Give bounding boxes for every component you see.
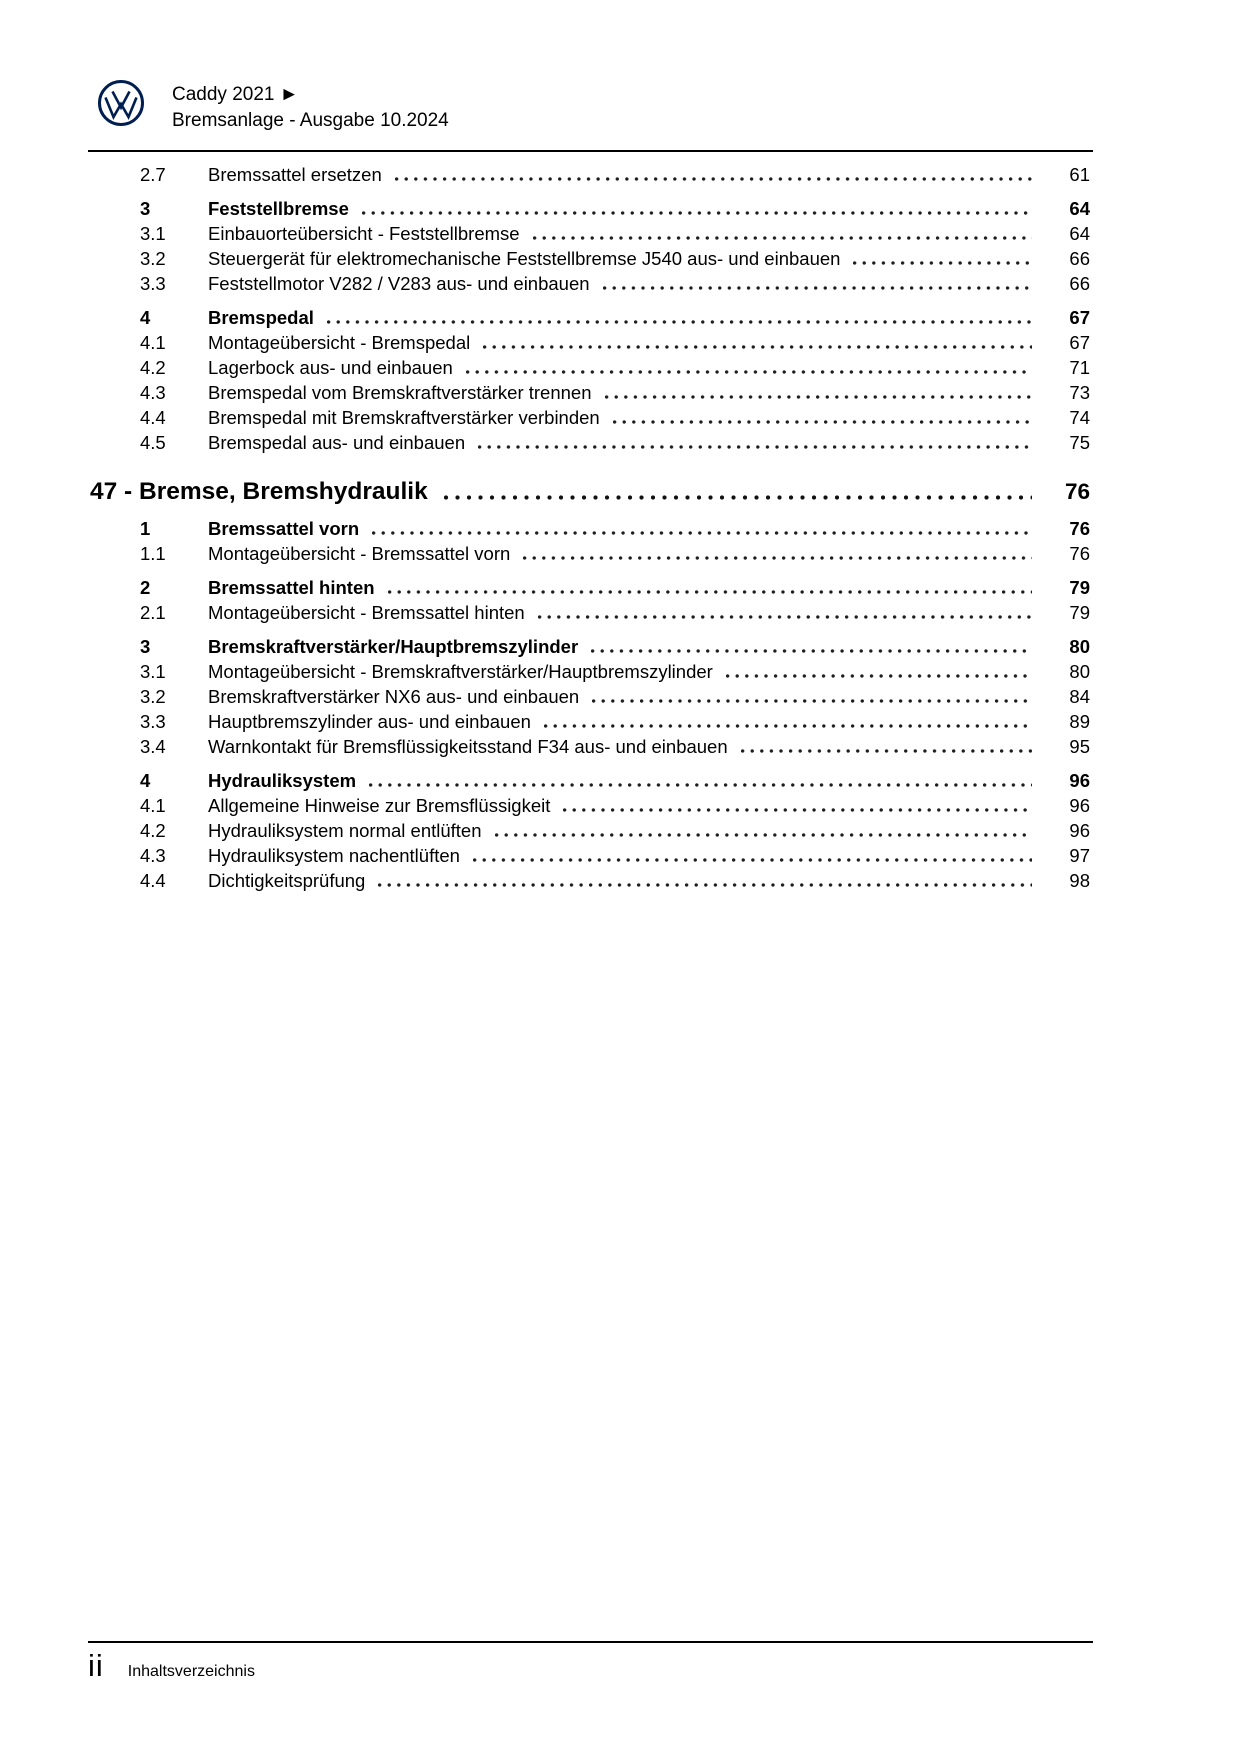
toc-entry xyxy=(140,818,1090,843)
toc-entry-number: 3.2 xyxy=(140,248,166,269)
toc-entry-title: Hydrauliksystem xyxy=(208,770,357,791)
toc-entry xyxy=(140,600,1090,625)
dot-leader xyxy=(369,782,1032,788)
toc-entry-page: 67 xyxy=(1069,307,1090,328)
toc-entry xyxy=(140,271,1090,296)
toc-entry-number: 3.1 xyxy=(140,223,166,244)
dot-leader xyxy=(538,614,1032,620)
toc-entry-number: 2 xyxy=(140,577,151,598)
toc-entry xyxy=(140,843,1090,868)
table-of-contents xyxy=(90,162,1090,893)
header-model-line: Caddy 2021 ► xyxy=(172,84,299,105)
dot-leader xyxy=(533,235,1032,241)
toc-entry xyxy=(140,541,1090,566)
toc-entry-page: 80 xyxy=(1069,661,1090,682)
dot-leader xyxy=(444,494,1032,501)
toc-entry-page: 89 xyxy=(1069,711,1090,732)
toc-entry-page: 95 xyxy=(1069,736,1090,757)
toc-entry-title: Hydrauliksystem nachentlüften xyxy=(208,845,460,866)
toc-entry-number: 3.3 xyxy=(140,273,166,294)
toc-entry-title: Feststellmotor V282 / V283 aus- und einbauen xyxy=(208,273,590,294)
toc-entry-number: 4 xyxy=(140,770,151,791)
toc-entry xyxy=(140,305,1090,330)
dot-leader xyxy=(395,176,1032,182)
toc-entry-page: 66 xyxy=(1069,273,1090,294)
toc-entry-number: 4.2 xyxy=(140,820,166,841)
toc-entry-page: 97 xyxy=(1069,845,1090,866)
dot-leader xyxy=(378,882,1032,888)
toc-chapter-title: 47 - Bremse, Bremshydraulik xyxy=(90,478,428,505)
toc-entry xyxy=(140,162,1090,187)
toc-entry-page: 64 xyxy=(1069,198,1090,219)
dot-leader xyxy=(726,673,1032,679)
toc-entry-page: 64 xyxy=(1069,223,1090,244)
toc-entry-number: 2.7 xyxy=(140,164,166,185)
dot-leader xyxy=(372,530,1032,536)
toc-entry-number: 1 xyxy=(140,518,151,539)
toc-entry-page: 96 xyxy=(1069,795,1090,816)
toc-entry-page: 96 xyxy=(1069,770,1090,791)
toc-chapter-heading xyxy=(90,476,1090,507)
dot-leader xyxy=(466,369,1032,375)
dot-leader xyxy=(741,748,1032,754)
vw-logo-icon xyxy=(97,79,145,127)
toc-entry xyxy=(140,793,1090,818)
dot-leader xyxy=(605,394,1033,400)
toc-entry-title: Bremssattel hinten xyxy=(208,577,375,598)
toc-entry xyxy=(140,196,1090,221)
dot-leader xyxy=(362,210,1032,216)
toc-entry-title: Bremskraftverstärker/Hauptbremszylinder xyxy=(208,636,579,657)
toc-entry-title: Warnkontakt für Bremsflüssigkeitsstand F34 aus- und einbauen xyxy=(208,736,728,757)
dot-leader xyxy=(544,723,1032,729)
toc-entry-title: Bremssattel ersetzen xyxy=(208,164,382,185)
toc-entry-number: 4.4 xyxy=(140,407,166,428)
dot-leader xyxy=(483,344,1032,350)
toc-entry-number: 4.5 xyxy=(140,432,166,453)
toc-entry-title: Hauptbremszylinder aus- und einbauen xyxy=(208,711,531,732)
dot-leader xyxy=(327,319,1032,325)
toc-entry-number: 4.1 xyxy=(140,332,166,353)
toc-entry xyxy=(140,868,1090,893)
toc-entry-title: Steuergerät für elektromechanische Feststellbremse J540 aus- und einbauen xyxy=(208,248,841,269)
dot-leader xyxy=(591,648,1032,654)
toc-entry-title: Dichtigkeitsprüfung xyxy=(208,870,366,891)
toc-entry-number: 4.4 xyxy=(140,870,166,891)
toc-entry xyxy=(140,355,1090,380)
toc-entry-title: Allgemeine Hinweise zur Bremsflüssigkeit xyxy=(208,795,551,816)
dot-leader xyxy=(388,589,1032,595)
dot-leader xyxy=(478,444,1032,450)
toc-entry-title: Montageübersicht - Bremskraftverstärker/Hauptbremszylinder xyxy=(208,661,713,682)
toc-entry-title: Einbauorteübersicht - Feststellbremse xyxy=(208,223,520,244)
dot-leader xyxy=(613,419,1032,425)
toc-entry-page: 66 xyxy=(1069,248,1090,269)
toc-entry-page: 76 xyxy=(1069,518,1090,539)
toc-entry-page: 74 xyxy=(1069,407,1090,428)
toc-entry-number: 4.1 xyxy=(140,795,166,816)
toc-entry-page: 61 xyxy=(1069,164,1090,185)
toc-entry-title: Feststellbremse xyxy=(208,198,349,219)
toc-entry-number: 3 xyxy=(140,636,151,657)
toc-entry-number: 3.4 xyxy=(140,736,166,757)
dot-leader xyxy=(563,807,1032,813)
toc-entry xyxy=(140,405,1090,430)
toc-entry-title: Bremspedal mit Bremskraftverstärker verbinden xyxy=(208,407,600,428)
toc-entry-page: 79 xyxy=(1069,577,1090,598)
toc-entry-page: 96 xyxy=(1069,820,1090,841)
toc-entry-page: 79 xyxy=(1069,602,1090,623)
toc-entry-page: 71 xyxy=(1069,357,1090,378)
toc-entry xyxy=(140,659,1090,684)
toc-entry xyxy=(140,330,1090,355)
toc-entry xyxy=(140,575,1090,600)
toc-entry-title: Montageübersicht - Bremspedal xyxy=(208,332,471,353)
footer-page-number: ii xyxy=(88,1648,104,1683)
toc-entry-number: 4.3 xyxy=(140,382,166,403)
toc-entry-page: 73 xyxy=(1069,382,1090,403)
toc-entry-number: 1.1 xyxy=(140,543,166,564)
toc-entry-number: 3.1 xyxy=(140,661,166,682)
toc-entry xyxy=(140,684,1090,709)
toc-entry-number: 4 xyxy=(140,307,151,328)
toc-entry xyxy=(140,516,1090,541)
dot-leader xyxy=(603,285,1032,291)
dot-leader xyxy=(523,555,1032,561)
toc-entry-title: Hydrauliksystem normal entlüften xyxy=(208,820,482,841)
header-text xyxy=(172,82,449,134)
footer-label: Inhaltsverzeichnis xyxy=(127,1663,255,1680)
toc-entry xyxy=(140,709,1090,734)
toc-entry-number: 4.2 xyxy=(140,357,166,378)
toc-entry-title: Bremspedal vom Bremskraftverstärker trennen xyxy=(208,382,592,403)
toc-entry-title: Bremskraftverstärker NX6 aus- und einbauen xyxy=(208,686,580,707)
toc-entry-number: 2.1 xyxy=(140,602,166,623)
dot-leader xyxy=(592,698,1032,704)
toc-entry-page: 80 xyxy=(1069,636,1090,657)
toc-entry-number: 4.3 xyxy=(140,845,166,866)
toc-entry-title: Montageübersicht - Bremssattel hinten xyxy=(208,602,525,623)
dot-leader xyxy=(473,857,1032,863)
toc-entry xyxy=(140,380,1090,405)
toc-entry-title: Bremspedal xyxy=(208,307,314,328)
dot-leader xyxy=(853,260,1032,266)
dot-leader xyxy=(495,832,1033,838)
toc-entry xyxy=(140,734,1090,759)
toc-entry xyxy=(140,768,1090,793)
toc-entry-number: 3 xyxy=(140,198,151,219)
toc-entry xyxy=(140,221,1090,246)
toc-entry-page: 84 xyxy=(1069,686,1090,707)
toc-entry-number: 3.2 xyxy=(140,686,166,707)
toc-entry-page: 75 xyxy=(1069,432,1090,453)
toc-entry-number: 3.3 xyxy=(140,711,166,732)
toc-entry-page: 76 xyxy=(1069,543,1090,564)
toc-entry xyxy=(140,430,1090,455)
toc-entry-title: Bremssattel vorn xyxy=(208,518,360,539)
header-subtitle-line: Bremsanlage - Ausgabe 10.2024 xyxy=(172,110,449,131)
toc-chapter-page: 76 xyxy=(1064,479,1090,504)
toc-entry-title: Bremspedal aus- und einbauen xyxy=(208,432,466,453)
toc-entry-page: 67 xyxy=(1069,332,1090,353)
toc-entry xyxy=(140,634,1090,659)
toc-entry xyxy=(140,246,1090,271)
toc-entry-page: 98 xyxy=(1069,870,1090,891)
toc-entry-title: Lagerbock aus- und einbauen xyxy=(208,357,453,378)
toc-entry-title: Montageübersicht - Bremssattel vorn xyxy=(208,543,511,564)
page-footer xyxy=(88,1641,1093,1684)
page-header xyxy=(88,66,1093,152)
